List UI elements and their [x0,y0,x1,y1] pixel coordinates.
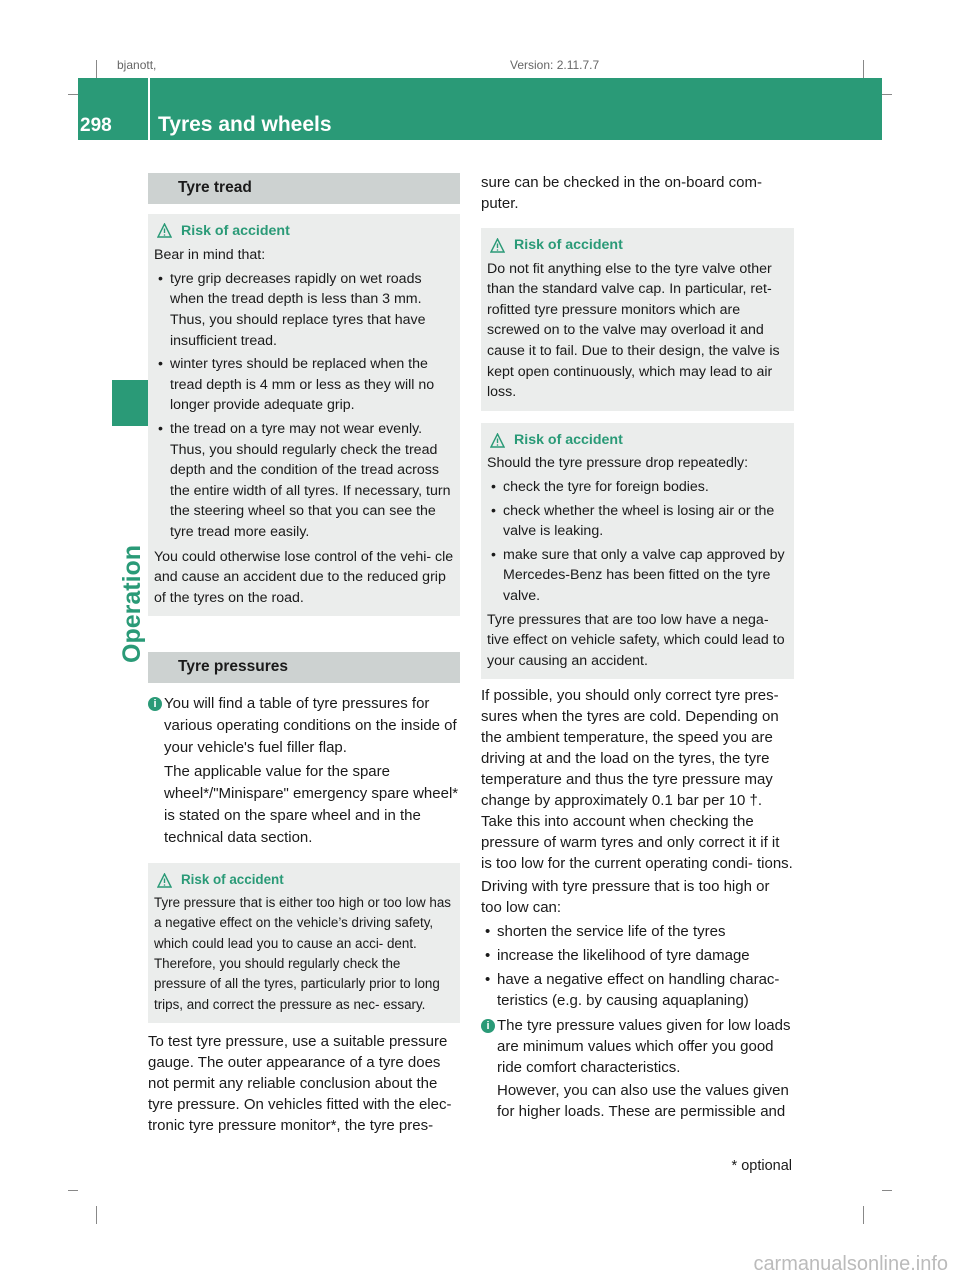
list-item: • check whether the wheel is losing air or the valve is leaking. [487,501,788,542]
warning-icon [490,238,505,253]
warning-intro: Bear in mind that: [154,247,266,264]
warning-icon [157,223,172,238]
left-column [148,173,460,1136]
crop-mark [863,60,864,78]
warning-box [148,863,460,1023]
side-label [112,544,152,663]
warning-title: Risk of accident [157,870,454,890]
page-title: Tyres and wheels [158,113,332,136]
crop-mark [882,1190,892,1191]
warning-box [481,423,794,680]
page-number: 298 [80,115,112,136]
side-label-text: Operation [118,544,146,663]
section-heading [148,652,460,683]
warning-outro: You could otherwise lose control of the vehi- cle and cause an accident due to the reduced grip of the tyres on the road. [154,548,454,606]
footer-optional-note: * optional [731,1158,792,1174]
list-item: • check the tyre for foreign bodies. [487,477,788,498]
header-separator [148,78,150,140]
version-meta: Version: 2.11.7.7 [510,58,600,72]
warning-box [481,228,794,411]
list-item: • have a negative effect on handling charac- teristics (e.g. by causing aquaplaning) [481,969,794,1011]
warning-title: Risk of accident [490,235,788,256]
crop-mark [96,1206,97,1224]
warning-icon [157,873,172,888]
warning-box [148,214,460,617]
author-meta: bjanott, [117,58,157,72]
warning-text: Do not fit anything else to the tyre valve other than the standard valve cap. In particular, ret- rofitted tyre pressure monitors which are screwed on to the valve may overload it and cause it to fail. Due to their design, the valve is kept open continuously, which may lead to air loss. [487,260,780,401]
crop-mark [96,60,97,78]
warning-title: Risk of accident [490,430,788,451]
list-item: • shorten the service life of the tyres [481,921,794,942]
list-item: • the tread on a tyre may not wear evenly. Thus, you should regularly check the tread depth and the condition of the tread across the entire width of all tyres. If necessary, turn the steering wheel so that you can see the tyre tread more easily. [154,419,454,543]
body-paragraph: Driving with tyre pressure that is too high or too low can: [481,878,770,917]
list-item: • make sure that only a valve cap approved by Mercedes-Benz has been fitted on the tyre valve. [487,545,788,607]
warning-text: Tyre pressure that is either too high or too low has a negative effect on the vehicle’s driving safety, which could lead you to cause an acci- dent. Therefore, you should regularly check the pressure of all the tyres, particularly prior to long trips, and correct the pressure as nec- essary. [154,895,451,1012]
body-paragraph: If possible, you should only correct tyre pres- sures when the tyres are cold. Depending on the ambient temperature, the speed you are driving at and the load on the tyres, the tyre temperature and thus the tyre pressure may change by approximately 0.1 bar per 10 †. Take this into account when checking the pressure of warm tyres and only correct it if it is too low for the current operating condi- tions. [481,687,793,873]
tyre-tread-heading: Tyre tread [178,179,252,196]
info-note: i You will find a table of tyre pressures for various operating conditions on the inside of your vehicle's fuel filler flap. The applicable value for the spare wheel*/"Minispare" emergency spare wheel* is stated on the spare wheel and in the technical data section. [148,693,460,849]
crop-mark [68,1190,78,1191]
body-paragraph: To test tyre pressure, use a suitable pressure gauge. The outer appearance of a tyre does not permit any reliable conclusion about the tyre pressure. On vehicles fitted with the elec- tronic tyre pressure monitor*, the tyre pres- [148,1032,452,1134]
watermark: carmanualsonline.info [753,1253,948,1275]
list-item: • tyre grip decreases rapidly on wet roads when the tread depth is less than 3 mm. Thus, you should replace tyres that have insufficient tread. [154,269,454,351]
crop-mark [68,94,78,95]
list-item: • increase the likelihood of tyre damage [481,945,794,966]
section-heading [148,173,460,204]
body-paragraph: sure can be checked in the on-board com- puter. [481,174,762,212]
warning-icon [490,433,505,448]
info-note: i The tyre pressure values given for low loads are minimum values which offer you good ride comfort characteristics. However, you can also use the values given for higher loads. These are permissible and [481,1015,794,1122]
list-item: • winter tyres should be replaced when the tread depth is 4 mm or less as they will no longer provide adequate grip. [154,354,454,416]
tyre-pressures-heading: Tyre pressures [178,658,288,676]
warning-outro: Tyre pressures that are too low have a nega- tive effect on vehicle safety, which could lead to your causing an accident. [487,611,785,669]
warning-intro: Should the tyre pressure drop repeatedly: [487,455,749,472]
side-tab [112,380,152,426]
warning-title: Risk of accident [157,221,454,242]
crop-mark [863,1206,864,1224]
crop-mark [882,94,892,95]
info-icon: i [148,697,162,711]
right-column [481,172,794,1122]
info-icon: i [481,1019,495,1033]
